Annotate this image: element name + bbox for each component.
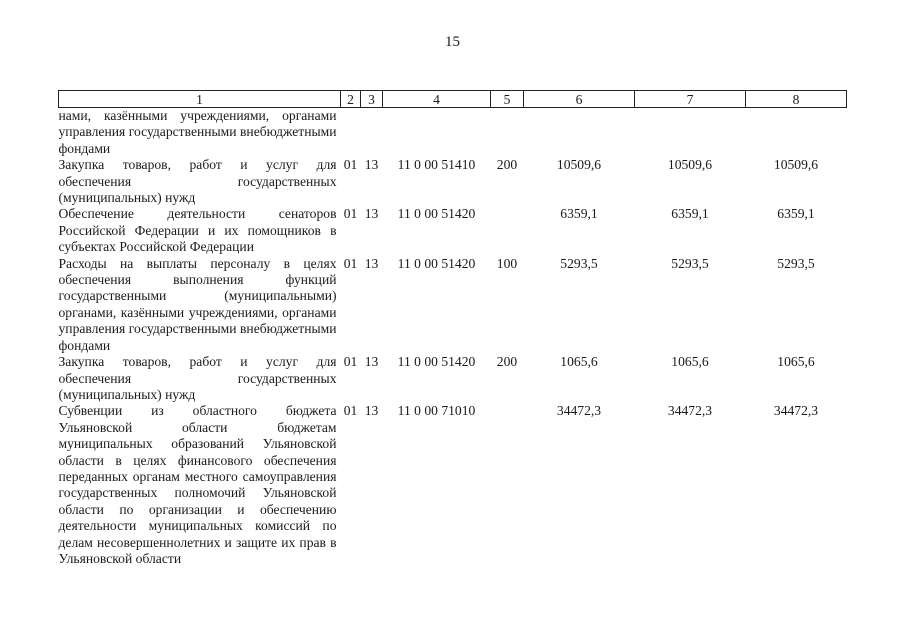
column-header-7: 7 [635, 91, 746, 108]
row-subsection-code: 13 [364, 403, 379, 419]
table-row [59, 354, 847, 403]
row-expense-type-code [491, 403, 524, 567]
table-row [59, 108, 847, 158]
table-body [59, 108, 847, 568]
table-header [59, 91, 847, 108]
row-value-col8: 1065,6 [777, 354, 815, 370]
column-header-2: 2 [341, 91, 361, 108]
row-value-col8 [746, 108, 847, 158]
table-row [59, 157, 847, 206]
row-value-col7: 34472,3 [667, 403, 713, 419]
row-target-article-code: 11 0 00 51420 [397, 255, 476, 271]
row-value-col8: 10509,6 [773, 157, 819, 173]
row-subsection-code: 13 [364, 354, 379, 370]
row-value-col7: 10509,6 [667, 157, 713, 173]
row-subsection-code [361, 108, 383, 158]
row-value-col6: 1065,6 [560, 354, 598, 370]
row-description: Расходы на выплаты персоналу в целях обеспечения выполнения функций государственными (муниципальными) органами, казёнными учреждениями, органами управления государственными внебюджетными фондами [58, 255, 337, 353]
column-header-8: 8 [746, 91, 847, 108]
row-value-col7: 5293,5 [671, 255, 709, 271]
row-expense-type-code [491, 108, 524, 158]
row-value-col6: 10509,6 [556, 157, 602, 173]
column-header-4: 4 [383, 91, 491, 108]
row-value-col6: 6359,1 [560, 206, 598, 222]
row-value-col7: 6359,1 [671, 206, 709, 222]
row-value-col8: 34472,3 [773, 403, 819, 419]
row-subsection-code: 13 [364, 255, 379, 271]
column-header-6: 6 [524, 91, 635, 108]
row-subsection-code: 13 [364, 206, 379, 222]
table-row [59, 403, 847, 567]
row-section-code: 01 [343, 403, 358, 419]
header-row [59, 91, 847, 108]
page-number: 15 [445, 34, 460, 50]
row-target-article-code: 11 0 00 51420 [397, 354, 476, 370]
row-description: Закупка товаров, работ и услуг для обеспечения государственных (муниципальных) нужд [58, 354, 337, 402]
row-expense-type-code: 200 [496, 157, 518, 173]
row-target-article-code [383, 108, 491, 158]
table-row [59, 256, 847, 354]
row-value-col6 [524, 108, 635, 158]
row-value-col7: 1065,6 [671, 354, 709, 370]
row-value-col6: 34472,3 [556, 403, 602, 419]
row-section-code [341, 108, 361, 158]
row-description: Обеспечение деятельности сенаторов Российской Федерации и их помощников в субъектах Российской Федерации [58, 206, 337, 255]
row-expense-type-code [491, 206, 524, 255]
row-subsection-code: 13 [364, 157, 379, 173]
row-section-code: 01 [343, 206, 358, 222]
row-description: Закупка товаров, работ и услуг для обеспечения государственных (муниципальных) нужд [58, 157, 337, 206]
row-target-article-code: 11 0 00 71010 [397, 403, 476, 419]
row-section-code: 01 [343, 255, 358, 271]
table-row [59, 206, 847, 255]
row-section-code: 01 [343, 354, 358, 370]
row-section-code: 01 [343, 157, 358, 173]
row-value-col7 [635, 108, 746, 158]
column-header-1: 1 [59, 91, 341, 108]
row-value-col6: 5293,5 [560, 255, 598, 271]
column-header-3: 3 [361, 91, 383, 108]
column-header-5: 5 [491, 91, 524, 108]
row-target-article-code: 11 0 00 51410 [397, 157, 476, 173]
row-expense-type-code: 200 [496, 354, 518, 370]
row-description: нами, казёнными учреждениями, органами управления государственными внебюджетными фондами [58, 108, 337, 156]
row-value-col8: 6359,1 [777, 206, 815, 222]
row-target-article-code: 11 0 00 51420 [397, 206, 476, 222]
row-expense-type-code: 100 [496, 255, 518, 271]
row-value-col8: 5293,5 [777, 255, 815, 271]
row-description: Субвенции из областного бюджета Ульяновской области бюджетам муниципальных образований Ульяновской области в целях финансового обеспечения переданных органам местного самоуправления государственных полномочий Ульяновской области по организации и обеспечению деятельности муниципальных комиссий по делам несовершеннолетних и защите их прав в Ульяновской области [58, 403, 337, 566]
budget-table [58, 90, 847, 567]
